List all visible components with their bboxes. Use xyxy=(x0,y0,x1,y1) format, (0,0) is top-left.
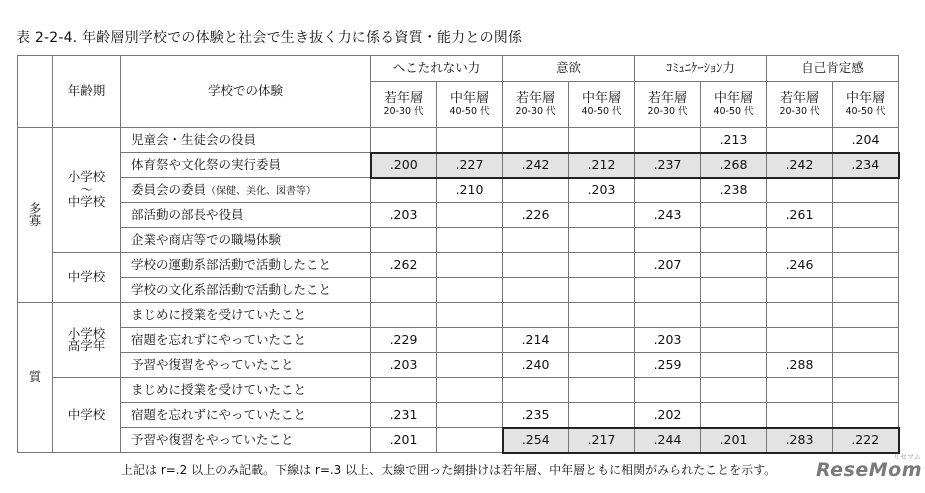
table-row xyxy=(18,203,899,228)
header-motivation: 意欲 xyxy=(503,56,635,82)
correlation-value xyxy=(503,178,569,203)
correlation-value: .213 xyxy=(701,128,767,153)
header-middle xyxy=(569,82,635,128)
correlation-value: .212 xyxy=(569,153,635,178)
experience-text: 予習や復習をやっていたこと xyxy=(131,356,294,372)
correlation-value xyxy=(437,253,503,278)
correlation-value: .231 xyxy=(371,403,437,428)
period-middle-school: 中学校 xyxy=(53,253,121,303)
correlation-value xyxy=(635,128,701,153)
correlation-value xyxy=(503,228,569,253)
correlation-value xyxy=(437,328,503,353)
correlation-value xyxy=(503,303,569,328)
experience-text: 予習や復習をやっていたこと xyxy=(131,431,294,447)
age-group-label: 中年層 xyxy=(713,91,753,107)
correlation-value xyxy=(833,378,899,403)
age-range-label: 40-50 代 xyxy=(581,106,622,118)
correlation-value xyxy=(569,353,635,378)
header-young xyxy=(635,82,701,128)
correlation-value xyxy=(701,228,767,253)
correlation-value xyxy=(833,228,899,253)
corner-cell xyxy=(18,56,53,128)
period-elem-to-middle: 小学校 ～ 中学校 xyxy=(53,128,121,253)
age-group-label: 若年層 xyxy=(647,91,687,107)
correlation-value: .201 xyxy=(701,428,767,453)
correlation-value: .207 xyxy=(635,253,701,278)
experience-text: 学校の文化系部活動で活動したこと xyxy=(131,281,332,297)
experience-label xyxy=(121,428,371,453)
experience-label xyxy=(121,253,371,278)
header-young xyxy=(767,82,833,128)
table-row xyxy=(18,428,899,453)
correlation-value xyxy=(767,378,833,403)
period-elem-upper: 小学校 高学年 xyxy=(53,303,121,378)
correlation-value xyxy=(569,128,635,153)
table-row xyxy=(18,278,899,303)
correlation-value xyxy=(635,228,701,253)
experience-text: まじめに授業を受けていたこと xyxy=(131,381,307,397)
correlation-value: .261 xyxy=(767,203,833,228)
correlation-value xyxy=(437,428,503,453)
correlation-value: .283 xyxy=(767,428,833,453)
correlation-value xyxy=(833,203,899,228)
correlation-value: .259 xyxy=(635,353,701,378)
experience-text: 部活動の部長や役員 xyxy=(131,206,244,222)
correlation-value xyxy=(569,403,635,428)
correlation-value: .234 xyxy=(833,153,899,178)
table-row xyxy=(18,128,899,153)
correlation-value: .244 xyxy=(635,428,701,453)
footnote: 上記は r=.2 以上のみ記載。下線は r=.3 以上、太線で囲った網掛けは若年層、中年層ともに相関がみられたことを示す。 xyxy=(121,463,777,477)
resemom-logo: ReseMom xyxy=(816,459,923,481)
correlation-value xyxy=(569,328,635,353)
header-age-period: 年齢期 xyxy=(53,56,121,128)
correlation-value: .203 xyxy=(371,353,437,378)
experience-label xyxy=(121,303,371,328)
correlation-value xyxy=(635,303,701,328)
correlation-value xyxy=(701,378,767,403)
correlation-value xyxy=(371,128,437,153)
correlation-value: .268 xyxy=(701,153,767,178)
correlation-value xyxy=(833,178,899,203)
correlation-value: .262 xyxy=(371,253,437,278)
correlation-value xyxy=(569,253,635,278)
correlation-value xyxy=(833,328,899,353)
header-self-esteem: 自己肯定感 xyxy=(767,56,899,82)
header-school-experience: 学校での体験 xyxy=(121,56,371,128)
header-resilience: へこたれない力 xyxy=(371,56,503,82)
experience-text: 宿題を忘れずにやっていたこと xyxy=(131,406,307,422)
correlation-value xyxy=(701,203,767,228)
correlation-value xyxy=(767,228,833,253)
table-row xyxy=(18,153,899,178)
correlation-value xyxy=(371,278,437,303)
experience-label xyxy=(121,178,371,203)
correlation-value xyxy=(503,128,569,153)
age-group-label: 若年層 xyxy=(515,91,555,107)
correlation-value xyxy=(833,403,899,428)
experience-text: 学校の運動系部活動で活動したこと xyxy=(131,256,332,272)
table-row xyxy=(18,403,899,428)
age-group-label: 中年層 xyxy=(449,91,489,107)
correlation-value xyxy=(701,353,767,378)
correlation-value xyxy=(437,128,503,153)
correlation-value: .202 xyxy=(635,403,701,428)
correlation-value xyxy=(701,278,767,303)
correlation-value xyxy=(767,178,833,203)
correlation-value xyxy=(437,303,503,328)
experience-label xyxy=(121,228,371,253)
age-range-label: 20-30 代 xyxy=(383,106,424,118)
category-quantity: 多 寡 xyxy=(18,128,53,303)
correlation-value: .242 xyxy=(503,153,569,178)
correlation-table xyxy=(17,55,900,454)
age-range-label: 20-30 代 xyxy=(647,106,688,118)
correlation-value xyxy=(503,378,569,403)
correlation-value xyxy=(569,303,635,328)
table-row xyxy=(18,378,899,403)
experience-text: 宿題を忘れずにやっていたこと xyxy=(131,331,307,347)
table-row xyxy=(18,178,899,203)
header-young xyxy=(371,82,437,128)
correlation-value xyxy=(701,253,767,278)
table-row xyxy=(18,228,899,253)
experience-label xyxy=(121,328,371,353)
experience-label xyxy=(121,403,371,428)
experience-label xyxy=(121,278,371,303)
experience-text: 委員会の委員 xyxy=(131,181,207,197)
experience-text: 児童会・生徒会の役員 xyxy=(131,131,257,147)
experience-label xyxy=(121,203,371,228)
correlation-value xyxy=(569,278,635,303)
correlation-value: .240 xyxy=(503,353,569,378)
correlation-value xyxy=(371,178,437,203)
period-middle-school: 中学校 xyxy=(53,378,121,453)
correlation-value xyxy=(767,328,833,353)
experience-note: （保健、美化、図書等） xyxy=(206,185,317,197)
correlation-value xyxy=(833,353,899,378)
correlation-value xyxy=(437,353,503,378)
experience-label xyxy=(121,353,371,378)
correlation-value xyxy=(767,303,833,328)
correlation-value xyxy=(371,303,437,328)
correlation-value xyxy=(701,328,767,353)
correlation-value xyxy=(635,278,701,303)
header-middle xyxy=(437,82,503,128)
correlation-value: .238 xyxy=(701,178,767,203)
correlation-value: .226 xyxy=(503,203,569,228)
table-row xyxy=(18,303,899,328)
correlation-value xyxy=(767,403,833,428)
experience-text: 企業や商店等での職場体験 xyxy=(131,231,282,247)
correlation-value xyxy=(569,203,635,228)
correlation-value xyxy=(437,378,503,403)
correlation-value: .204 xyxy=(833,128,899,153)
correlation-value: .222 xyxy=(833,428,899,453)
age-group-label: 若年層 xyxy=(779,91,819,107)
correlation-value xyxy=(437,203,503,228)
correlation-value xyxy=(767,128,833,153)
correlation-value: .242 xyxy=(767,153,833,178)
correlation-value: .217 xyxy=(569,428,635,453)
correlation-value xyxy=(437,228,503,253)
experience-label xyxy=(121,153,371,178)
correlation-value: .237 xyxy=(635,153,701,178)
age-group-label: 若年層 xyxy=(383,91,423,107)
logo-tag: リセマム xyxy=(893,453,921,461)
correlation-value xyxy=(371,378,437,403)
correlation-value xyxy=(833,278,899,303)
correlation-value xyxy=(437,278,503,303)
correlation-value xyxy=(569,228,635,253)
header-middle xyxy=(701,82,767,128)
correlation-value: .203 xyxy=(569,178,635,203)
correlation-value xyxy=(833,303,899,328)
correlation-value xyxy=(635,378,701,403)
age-range-label: 40-50 代 xyxy=(449,106,490,118)
correlation-value xyxy=(767,278,833,303)
experience-text: 体育祭や文化祭の実行委員 xyxy=(131,156,282,172)
correlation-value: .214 xyxy=(503,328,569,353)
correlation-value: .227 xyxy=(437,153,503,178)
correlation-value: .210 xyxy=(437,178,503,203)
experience-label xyxy=(121,128,371,153)
header-communication: ｺﾐｭﾆｹｰｼｮﾝ力 xyxy=(635,56,767,82)
header-young xyxy=(503,82,569,128)
correlation-value xyxy=(833,253,899,278)
correlation-value: .229 xyxy=(371,328,437,353)
age-range-label: 20-30 代 xyxy=(515,106,556,118)
age-range-label: 20-30 代 xyxy=(779,106,820,118)
table-row xyxy=(18,253,899,278)
correlation-value xyxy=(371,228,437,253)
correlation-value xyxy=(437,403,503,428)
age-group-label: 中年層 xyxy=(845,91,885,107)
correlation-value: .201 xyxy=(371,428,437,453)
correlation-value xyxy=(569,378,635,403)
age-group-label: 中年層 xyxy=(581,91,621,107)
correlation-value: .246 xyxy=(767,253,833,278)
experience-text: まじめに授業を受けていたこと xyxy=(131,306,307,322)
correlation-value: .203 xyxy=(635,328,701,353)
correlation-value xyxy=(701,403,767,428)
correlation-value xyxy=(635,178,701,203)
correlation-value xyxy=(503,253,569,278)
age-range-label: 40-50 代 xyxy=(845,106,886,118)
table-row xyxy=(18,353,899,378)
header-middle xyxy=(833,82,899,128)
table-row xyxy=(18,328,899,353)
experience-label xyxy=(121,378,371,403)
correlation-value xyxy=(701,303,767,328)
table-title: 表 2-2-4. 年齢層別学校での体験と社会で生き抜く力に係る資質・能力との関係 xyxy=(16,30,523,46)
age-range-label: 40-50 代 xyxy=(713,106,754,118)
correlation-value: .203 xyxy=(371,203,437,228)
correlation-value: .288 xyxy=(767,353,833,378)
correlation-value: .243 xyxy=(635,203,701,228)
correlation-value xyxy=(503,278,569,303)
category-quality: 質 xyxy=(18,303,53,453)
correlation-value: .200 xyxy=(371,153,437,178)
correlation-value: .235 xyxy=(503,403,569,428)
correlation-value: .254 xyxy=(503,428,569,453)
